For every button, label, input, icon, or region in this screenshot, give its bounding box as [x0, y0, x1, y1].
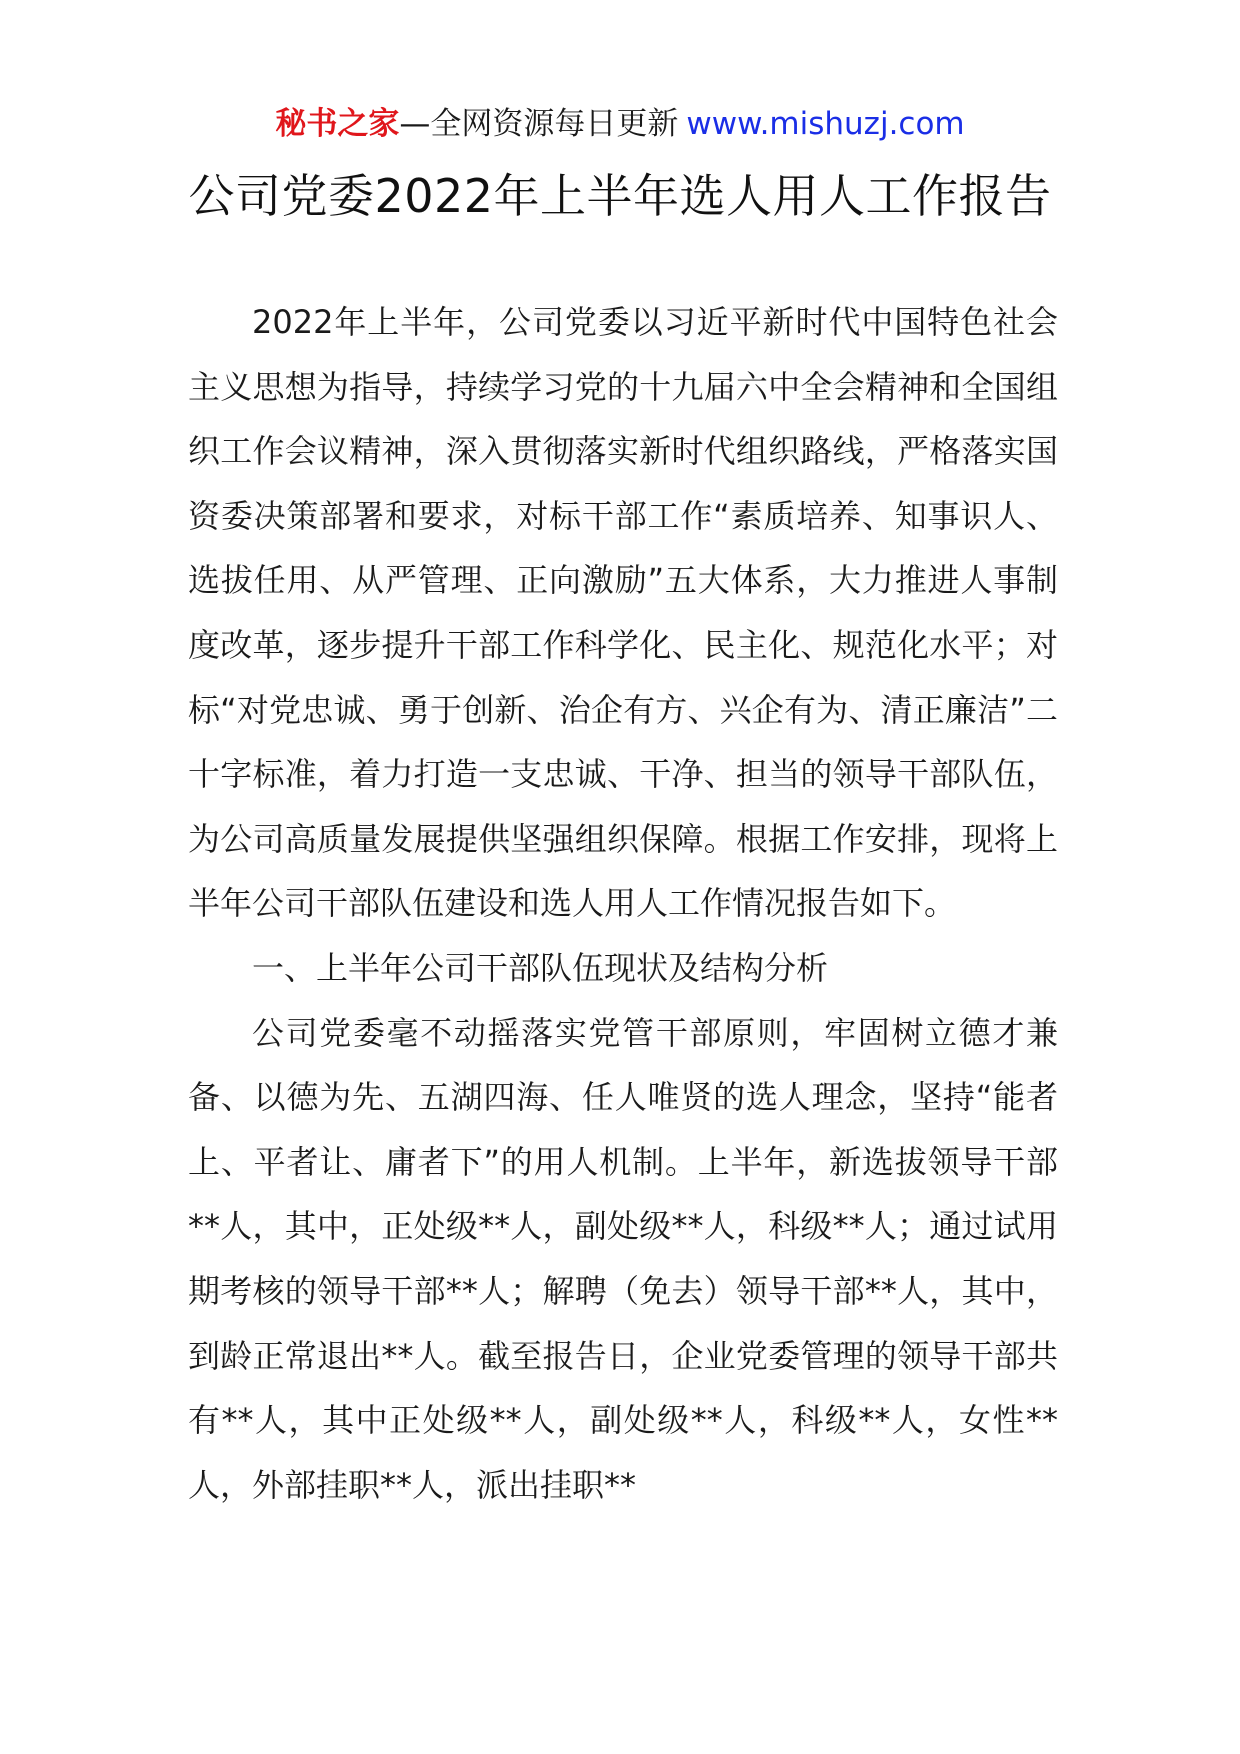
paragraph-intro: 2022年上半年，公司党委以习近平新时代中国特色社会主义思想为指导，持续学习党的十九届六中全会精神和全国组织工作会议精神，深入贯彻落实新时代组织路线，严格落实国资委决策部署和要求，对标干部工作“素质培养、知事识人、选拔任用、从严管理、正向激励”五大体系，大力推进人事制度改革，逐步提升干部工作科学化、民主化、规范化水平；对标“对党忠诚、勇于创新、治企有方、兴企有为、清正廉洁”二十字标准，着力打造一支忠诚、干净、担当的领导干部队伍，为公司高质量发展提供坚强组织保障。根据工作安排，现将上半年公司干部队伍建设和选人用人工作情况报告如下。	[188, 303, 1058, 923]
header-slogan: —全网资源每日更新	[399, 106, 679, 142]
document-title: 公司党委2022年上半年选人用人工作报告	[188, 169, 1052, 223]
header-url-link[interactable]: www.mishuzj.com	[686, 106, 965, 142]
watermark-header	[0, 104, 1240, 144]
header-brand: 秘书之家	[275, 106, 400, 142]
section-heading-1: 一、上半年公司干部队伍现状及结构分析	[252, 948, 829, 987]
paragraph-section-1: 公司党委毫不动摇落实党管干部原则，牢固树立德才兼备、以德为先、五湖四海、任人唯贤的选人理念，坚持“能者上、平者让、庸者下”的用人机制。上半年，新选拔领导干部**人，其中，正处级**人，副处级**人，科级**人；通过试用期考核的领导干部**人；解聘（免去）领导干部**人，其中，到龄正常退出**人。截至报告日，企业党委管理的领导干部共有**人，其中正处级**人，副处级**人，科级**人，女性**人，外部挂职**人，派出挂职**	[188, 1013, 1058, 1504]
document-body	[188, 290, 1058, 1517]
